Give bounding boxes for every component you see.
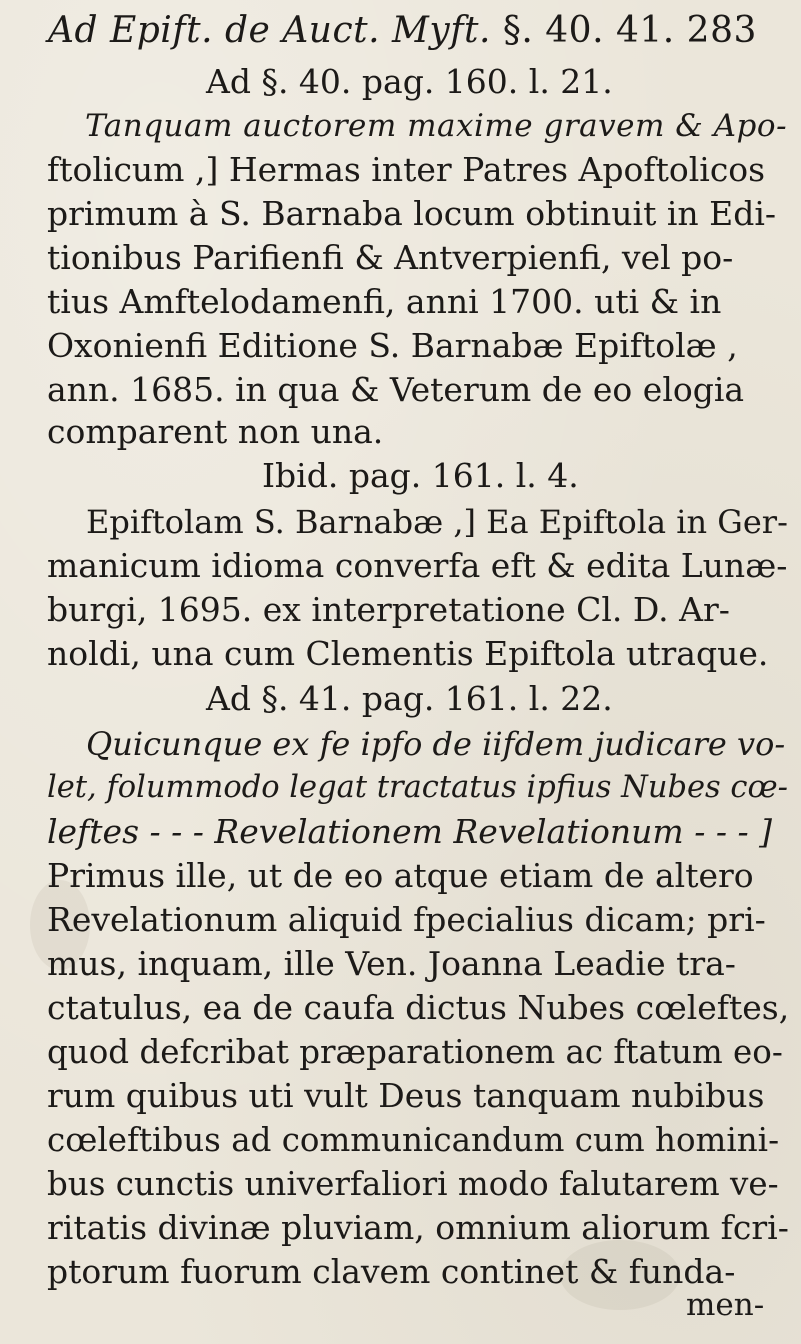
text-line: ann. 1685. in qua & Veterum de eo elogia — [47, 370, 745, 409]
text-line: tius Amftelodamenfi, anni 1700. uti & in — [47, 282, 722, 321]
text-line: tionibus Parifienfi & Antverpienfi, vel po- — [47, 238, 734, 277]
text-line: ptorum fuorum clavem continet & funda- — [47, 1252, 736, 1291]
running-head-title: Ad Epift. de Auct. Myft. — [48, 10, 491, 51]
text-line: ctatulus, ea de caufa dictus Nubes cœleftes, — [47, 988, 790, 1027]
text-line: let, folummodo legat tractatus ipfius Nubes cœ- — [47, 770, 788, 805]
running-head-page: §. 40. 41. 283 — [502, 10, 757, 51]
text-line: ftolicum ,] Hermas inter Patres Apoftolicos — [47, 150, 766, 189]
catchword: men- — [686, 1287, 765, 1323]
text-line: quod defcribat præparationem ac ftatum eo- — [47, 1033, 783, 1071]
section-heading: Ibid. pag. 161. l. 4. — [262, 456, 579, 495]
text-line: Oxonienfi Editione S. Barnabæ Epiftolæ , — [47, 326, 738, 365]
text-line: Epiftolam S. Barnabæ ,] Ea Epiftola in Ger- — [86, 503, 788, 541]
text-line: primum à S. Barnaba locum obtinuit in Edi- — [47, 194, 777, 233]
text-line: manicum idioma converfa eft & edita Lunæ- — [47, 546, 788, 585]
text-line: leftes - - - Revelationem Revelationum - - - ] — [47, 812, 773, 851]
section-heading: Ad §. 41. pag. 161. l. 22. — [206, 679, 613, 718]
text-line: Revelationum aliquid fpecialius dicam; pri- — [47, 900, 766, 939]
text-line: mus, inquam, ille Ven. Joanna Leadie tra- — [47, 944, 736, 983]
text-line: burgi, 1695. ex interpretatione Cl. D. Ar- — [47, 590, 730, 629]
text-line: noldi, una cum Clementis Epiftola utraque. — [47, 634, 769, 673]
text-line: ritatis divinæ pluviam, omnium aliorum fcri- — [47, 1208, 789, 1247]
section-heading: Ad §. 40. pag. 160. l. 21. — [206, 62, 613, 101]
text-line: Tanquam auctorem maxime gravem & Apo- — [85, 108, 788, 144]
text-line: Primus ille, ut de eo atque etiam de altero — [47, 856, 754, 895]
text-line: Quicunque ex fe ipfo de iifdem judicare vo- — [86, 725, 786, 763]
text-line: comparent non una. — [47, 412, 384, 451]
text-line: bus cunctis univerfaliori modo falutarem ve- — [47, 1165, 779, 1203]
running-head — [48, 10, 768, 51]
text-line: cœleftibus ad communicandum cum homini- — [47, 1121, 780, 1159]
text-line: rum quibus uti vult Deus tanquam nubibus — [47, 1076, 765, 1115]
